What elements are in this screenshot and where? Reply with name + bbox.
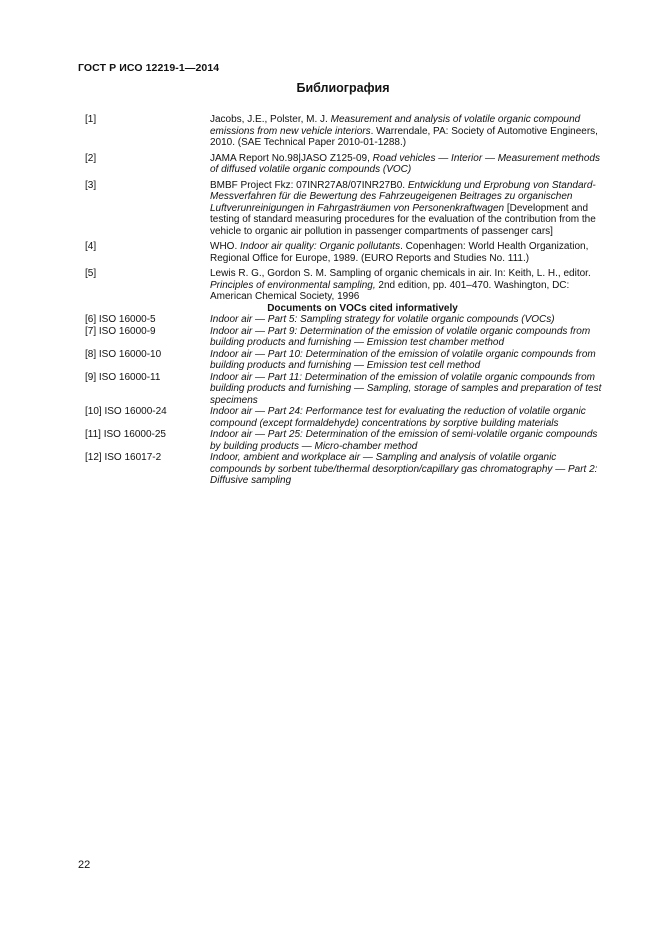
reference-number: [6] ISO 16000-5 <box>85 314 156 325</box>
reference-text-segment: WHO. <box>210 241 240 252</box>
reference-number: [9] ISO 16000-11 <box>85 371 161 383</box>
reference-number: [11] ISO 16000-25 <box>85 429 166 440</box>
reference-title: Indoor air — Part 11: Determination of the emission of volatile organic compounds from building products and furnishing — Sampling, storage of samples and preparation of test specimens <box>210 371 602 406</box>
reference-number: [12] ISO 16017-2 <box>85 452 162 463</box>
reference-text-segment: [Development and testing of standard measuring procedures for the evaluation of the contribution from the vehicle to organic air pollution in passenger compartments of passenger cars] <box>210 202 596 237</box>
informative-reference-item <box>85 349 610 372</box>
informative-reference-item <box>85 314 610 326</box>
reference-text-segment: Jacobs, J.E., Polster, M. J. <box>210 114 331 125</box>
reference-number: [8] ISO 16000-10 <box>85 348 162 360</box>
reference-text <box>210 114 610 149</box>
page-number: 22 <box>78 859 91 871</box>
reference-text-segment: JAMA Report No.98|JASO Z125-09, <box>210 152 373 164</box>
reference-number: [4] <box>85 241 97 252</box>
reference-item <box>85 114 610 149</box>
reference-title: Indoor air quality: Organic pollutants <box>240 241 401 252</box>
reference-number: [1] <box>85 114 97 125</box>
informative-subheading: Documents on VOCs cited informatively <box>267 302 458 314</box>
informative-reference-item <box>85 452 610 487</box>
reference-text-segment: BMBF Project Fkz: 07INR27A8/07INR27B0. <box>210 179 408 191</box>
informative-reference-item <box>85 406 610 429</box>
reference-title: Indoor air — Part 10: Determination of the emission of volatile organic compounds from building products and furnishing — Emission test cell method <box>210 348 596 371</box>
reference-title: Measurement and analysis of volatile organic compound emissions from new vehicle interiors <box>210 114 581 137</box>
reference-title: Indoor air — Part 9: Determination of the emission of volatile organic compounds from building products and furnishing — Emission test chamber method <box>210 325 591 348</box>
reference-text <box>210 153 610 176</box>
reference-title: Entwicklung und Erprobung von Standard-Messverfahren für die Bewertung des Fahrzeugeigenen Beitrages zu organischen Luftverunreinigungen in Fahrgasträumen von Personenkraftwagen <box>210 179 596 214</box>
informative-reference-item <box>85 326 610 349</box>
reference-number: [2] <box>85 152 97 164</box>
reference-title: Indoor air — Part 24: Performance test for evaluating the reduction of volatile organic compound (except formaldehyde) concentrations by sorptive building materials <box>210 406 586 429</box>
reference-text <box>210 241 610 264</box>
reference-title: Indoor, ambient and workplace air — Sampling and analysis of volatile organic compounds by sorbent tube/thermal desorption/capillary gas chromatography — Part 2: Diffusive sampling <box>210 452 598 486</box>
document-header: ГОСТ Р ИСО 12219-1—2014 <box>78 62 220 74</box>
reference-item <box>85 153 610 176</box>
references-main <box>85 114 610 303</box>
reference-text-segment: . Copenhagen: World Health Organization, Regional Office for Europe, 1989. (EURO Reports and Studies No. 111.) <box>210 241 589 264</box>
reference-item <box>85 268 610 303</box>
reference-item <box>85 180 610 238</box>
reference-title: Road vehicles — Interior — Measurement methods of diffused volatile organic compounds (VOC) <box>210 152 600 175</box>
reference-title: Principles of environmental sampling, <box>210 279 376 291</box>
reference-item <box>85 241 610 264</box>
reference-number: [3] <box>85 179 97 191</box>
reference-text-segment: Lewis R. G., Gordon S. M. Sampling of organic chemicals in air. In: Keith, L. H., editor. <box>210 268 591 279</box>
informative-reference-item <box>85 372 610 407</box>
reference-text <box>210 268 610 303</box>
reference-number: [7] ISO 16000-9 <box>85 325 156 337</box>
reference-title: Indoor air — Part 5: Sampling strategy for volatile organic compounds (VOCs) <box>210 314 555 325</box>
reference-text-segment: . Warrendale, PA: Society of Automotive Engineers, 2010. (SAE Technical Paper 2010-01-1288.) <box>210 125 598 148</box>
reference-text <box>210 180 610 238</box>
page-title: Библиография <box>296 81 390 95</box>
reference-number: [10] ISO 16000-24 <box>85 406 167 417</box>
informative-reference-item <box>85 429 610 452</box>
references-informative <box>85 314 610 487</box>
reference-text-segment: 2nd edition, pp. 401–470. Washington, DC: American Chemical Society, 1996 <box>210 279 570 302</box>
reference-title: Indoor air — Part 25: Determination of the emission of semi-volatile organic compounds by building products — Micro-chamber method <box>210 429 598 452</box>
bibliography-list <box>85 114 610 487</box>
reference-number: [5] <box>85 268 97 279</box>
